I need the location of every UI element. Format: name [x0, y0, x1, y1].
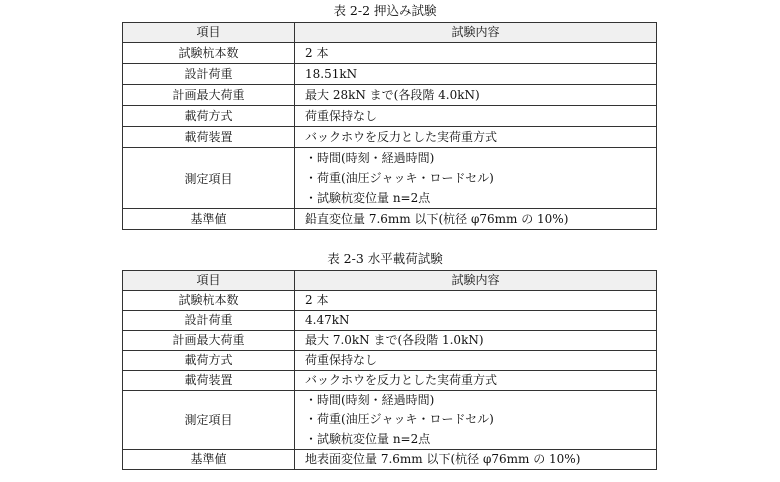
- lateral-load-test-table: [122, 270, 657, 470]
- table-row: [123, 85, 657, 106]
- row-value: 最大 28kN まで(各段階 4.0kN): [295, 85, 657, 106]
- list-item: ・荷重(油圧ジャッキ・ロードセル): [305, 412, 494, 427]
- table-row: [123, 291, 657, 311]
- row-value: 鉛直変位量 7.6mm 以下(杭径 φ76mm の 10%): [295, 209, 657, 230]
- row-item-label: 試験杭本数: [123, 291, 295, 311]
- table-caption-lateral-load-test: 表 2-3 水平載荷試験: [327, 251, 443, 266]
- row-value: 2 本: [295, 291, 657, 311]
- row-value: 荷重保持なし: [295, 106, 657, 127]
- row-item-label: 載荷装置: [123, 371, 295, 391]
- column-header-item: 項目: [123, 23, 295, 43]
- row-item-label: 設計荷重: [123, 311, 295, 331]
- row-value: 最大 7.0kN まで(各段階 1.0kN): [295, 331, 657, 351]
- row-value: 地表面変位量 7.6mm 以下(杭径 φ76mm の 10%): [295, 449, 657, 469]
- column-header-item: 項目: [123, 271, 295, 291]
- list-item: ・試験杭変位量 n=2点: [305, 191, 431, 205]
- row-item-label: 基準値: [123, 449, 295, 469]
- table-row: [123, 311, 657, 331]
- table-row: [123, 64, 657, 85]
- row-value: 18.51kN: [295, 64, 657, 85]
- row-item-label: 測定項目: [123, 148, 295, 209]
- table-row: [123, 43, 657, 64]
- table-row: [123, 449, 657, 469]
- table-row: [123, 371, 657, 391]
- list-item: ・時間(時刻・経過時間): [305, 393, 435, 407]
- row-item-label: 設計荷重: [123, 64, 295, 85]
- row-value: 2 本: [295, 43, 657, 64]
- row-value-list: [295, 148, 657, 209]
- row-value: 4.47kN: [295, 311, 657, 331]
- row-item-label: 測定項目: [123, 391, 295, 450]
- list-item: ・試験杭変位量 n=2点: [305, 431, 431, 446]
- table-row: [123, 351, 657, 371]
- table-row: [123, 209, 657, 230]
- row-value-list: [295, 391, 657, 450]
- table-row: [123, 331, 657, 351]
- row-item-label: 計画最大荷重: [123, 85, 295, 106]
- list-item: ・時間(時刻・経過時間): [305, 151, 435, 165]
- row-item-label: 載荷方式: [123, 106, 295, 127]
- column-header-content: 試験内容: [295, 23, 657, 43]
- table-row: [123, 127, 657, 148]
- table-row: [123, 106, 657, 127]
- column-header-content: 試験内容: [295, 271, 657, 291]
- table-caption-push-test: 表 2-2 押込み試験: [333, 3, 437, 18]
- row-item-label: 基準値: [123, 209, 295, 230]
- row-item-label: 試験杭本数: [123, 43, 295, 64]
- row-item-label: 載荷装置: [123, 127, 295, 148]
- row-value: バックホウを反力とした実荷重方式: [295, 371, 657, 391]
- row-value: バックホウを反力とした実荷重方式: [295, 127, 657, 148]
- list-item: ・荷重(油圧ジャッキ・ロードセル): [305, 171, 494, 185]
- table-row-measurement-items: [123, 391, 657, 450]
- table-header-row: [123, 23, 657, 43]
- push-test-table: [122, 22, 657, 230]
- row-item-label: 計画最大荷重: [123, 331, 295, 351]
- table-row-measurement-items: [123, 148, 657, 209]
- row-value: 荷重保持なし: [295, 351, 657, 371]
- table-header-row: [123, 271, 657, 291]
- row-item-label: 載荷方式: [123, 351, 295, 371]
